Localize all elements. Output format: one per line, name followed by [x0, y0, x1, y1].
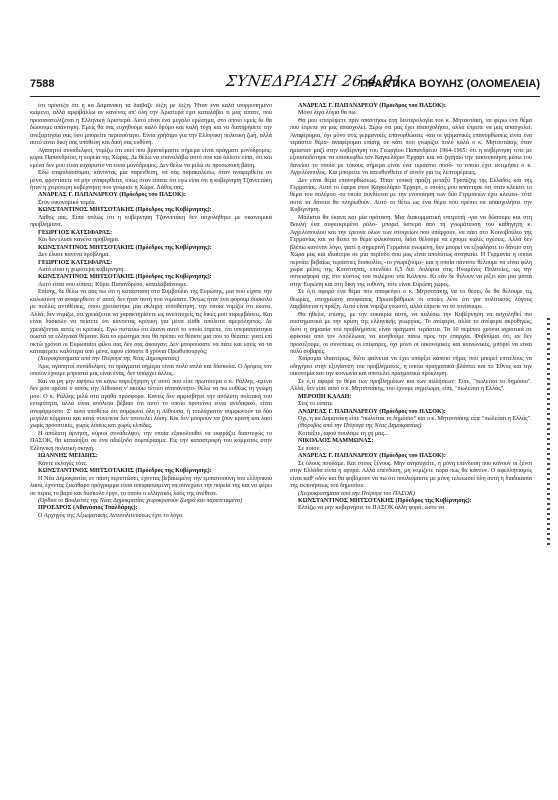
paragraph: Και δεν έλυσε κανένα πρόβλημα.	[38, 237, 120, 244]
speaker-name: ΑΝΔΡΕΑΣ Γ. ΠΑΠΑΝΔΡΕΟΥ (Πρόεδρος του ΠΑΣΟΚ):	[298, 103, 446, 109]
speaker-name: ΑΝΔΡΕΑΣ Γ. ΠΑΠΑΝΔΡΕΟΥ (Πρόεδρος του ΠΑΣΟΚ):	[298, 453, 446, 460]
speaker-name: ΓΕΩΡΓΙΟΣ ΚΑΤΣΙΦΑΡΑΣ:	[38, 229, 113, 236]
paragraph: Μόνο λίγα λόγια θα πω.	[298, 110, 358, 117]
margin-mark	[547, 318, 550, 548]
paragraph: Δεν είναι θέμα επανορθώσεως. Ήταν τυπική πράξη μεταξύ Τραπέζης της Ελλάδος και της Γερμανίας. Αυτό το έφερα στον Καγκελάριο Έρχαρτ, ο οποίος μου απάντησε ότι όταν κλείσει το θέμα του πολέμου -το οποίο συνδέεται με την ενοποίηση των δύο Γερμανιών έχει κλείσει- τότε αυτά τα δάνεια θα πληρωθούν. Αυτό το θέτω ως ένα θέμα που πρέπει να απασχολήσει την Κυβέρνηση.	[290, 177, 532, 214]
stage-direction: (Χειροκροτήματα από την Πτέρυγα της Νέας Δημοκρατίας)	[38, 356, 180, 363]
paragraph: Λάθος σας. Είπα απλώς ότι η κυβέρνηση Τζαννετάκη δεν ασχολήθηκε με οικονομικά προβλήματα.	[30, 214, 272, 229]
paragraph: Σεις το είπατε.	[298, 401, 334, 408]
paragraph: Σε ό,τι αφορά ένα θέμα που αποφεύγει ο κ. Μητσοτάκης να το θέσει, δε θα θέλουμε τις θεωρίες, υποχρέωση αποφάσεις Πρωτοβάθμιων οι οποίες λένε ότι για πολιτικούς λόγους λαμβάνεται η πράξη. Αυτό είναι νομίζω γνωστό, αλλά έπρεπε να το τονίσουμε.	[290, 289, 532, 311]
paragraph: Στον οικονομικό τομέα.	[38, 199, 97, 206]
speaker-name: ΓΕΩΡΓΙΟΣ ΚΑΤΣΙΦΑΡΑΣ:	[38, 259, 113, 266]
paragraph: Σε ποιον;	[298, 445, 321, 452]
paragraph: Σε όλους πουλάμε. Και στους ξένους. Μην ανησυχείτε, η μόνη επένδυση που κάνουν οι ξένοι στην Ελλάδα είναι η αγορά. Αλλά επένδυση, μη νομίζετε τώρα πως θα κάνουν. Ο αφελληνισμός είναι καθ' οδόν και θα φοβόμουν να πω ότι πουλιόμαστε με μόνη τελειωσεί όλη αυτή η διαδικασία της εκποιήσεως του δημοσίου.	[290, 460, 532, 490]
paragraph: Αυτό είναι η χειρότερη κυβέρνηση.	[38, 266, 125, 273]
page-number: 7588	[30, 78, 55, 90]
speaker-name: ΚΩΝΣΤΑΝΤΙΝΟΣ ΜΗΤΣΟΤΑΚΗΣ (Πρόεδρος της Κυβέρνησης):	[38, 244, 212, 251]
speaker-name: ΙΩΑΝΝΗΣ ΜΕΙΔΙΗΣ:	[38, 453, 98, 460]
left-column	[30, 103, 272, 793]
paragraph: Σε ό,τι αφορά το θέμα των προβλημάτων και των πωλήσεων: Είπε, "πωλείται το δημόσιο". Αλλά, δεν είπε αυτό ο κ. Μητσοτάκης, του έχουμε σημείωμα, είπε, "πωλείται η Ελλάς".	[290, 378, 532, 393]
speaker-name: ΑΝΔΡΕΑΣ Γ. ΠΑΠΑΝΔΡΕΟΥ (Πρόεδρος του ΠΑΣΟΚ):	[298, 408, 446, 415]
speaker-name: ΚΩΝΣΤΑΝΤΙΝΟΣ ΜΗΤΣΟΤΑΚΗΣ (Πρόεδρος της Κυβέρνησης):	[38, 468, 212, 475]
paragraph: Ο Αρχηγός της Αξιωματικής Αντιπολιτεύσεως έχει το λόγο.	[38, 512, 184, 519]
speaker-name: ΚΩΝΣΤΑΝΤΙΝΟΣ ΜΗΤΣΟΤΑΚΗΣ (Πρόεδρος της Κυβέρνησης):	[38, 274, 212, 281]
session-date-stamp: ΣΥΝΕΔΡΙΑΣΗ 26.4.91	[224, 72, 405, 90]
paragraph: Και να μη μην αφήσω να κάνω παρεξήγηση γι' αυτό που είπε πρωτύτερα ο κ. Ράλλης -εμένα δεν μου αρέσει ο αυτός την Αίθουσα ν' ακούω τέτοιο αναπάντητο- θέλω να πω ευθέως τη γνώμη μου: Ο κ. Ράλλης μιλά στα αγαθά πρόσφορα. Κανείς δεν αμφισβητεί την απόλυτη πολιτική του εντιμότητα, αλλά είναι απόλυτα βέβαιο ότι αυτό το οποίο προτείνει είναι ανεδαφικό, είναι ανεφάρμοστο. Σ' αυτό υποθέτω ότι συμφωνεί όλη η Αίθουσα, ή τουλάχιστον συμφωνούν τα δύο μεγάλα κόμματα και κατά συνέπεια δεν αποτελεί λύση. Και δεν μπορούν να ζουν κρατή και λαοί χωρίς προοπτικές, χωρίς λύσεις και χωρίς ελπίδες.	[30, 378, 272, 430]
stage-direction: (Όρθιοι οι Βουλευτές της Νέας Δημοκρατίας χειροκροτούν ζωηρά και παρατεταμένα)	[38, 498, 243, 505]
paragraph: Όχι, η κα Δαμανάκη είπε "πωλείται το δημόσιο" και ο κ. Μητσοτάκης είπε "πωλείται η Ελλάς".	[298, 416, 532, 423]
right-column	[290, 103, 532, 793]
stage-direction: (Χειροκροτήματα από την Πτέρυγα του ΠΑΣΟΚ)	[298, 490, 415, 497]
speaker-name: ΑΝΔΡΕΑΣ Γ. ΠΑΠΑΝΔΡΕΟΥ (Πρόεδρος του ΠΑΣΟΚ):	[38, 192, 186, 199]
speaker-name: ΚΩΝΣΤΑΝΤΙΝΟΣ ΜΗΤΣΟΤΑΚΗΣ (Πρόεδρος της Κυβέρνησης):	[298, 498, 472, 505]
stage-direction: (Θόρυβος από την Πτέρυγα της Νέας Δημοκρατίας)	[298, 423, 422, 430]
paragraph: Άρα, αγαπητοί συνάδελφοι, τα πράγματα σήμερα είναι πολύ απλά και δύσκολα. Ο δρόμος τον οποίον έχουμε μπροστά μας είναι ένας, δεν υπάρχει άλλος.	[30, 363, 272, 378]
paragraph: Κοιτάξτε, αφού πουλάμε τη γη μας...	[298, 430, 389, 437]
page-header	[30, 72, 540, 96]
speaker-name: ΜΕΡΟΠΗ ΚΑΛΔΗ:	[298, 393, 352, 400]
paragraph: Η Νέα Δημοκρατία, εν πάση περιπτώσει, έχοντας βεβαιωμένη την εμπιστοσύνη του ελληνικού λαού, έχοντας ξεκάθαρο πρόγραμμα είναι αποφασισμένη να συνεχίσει την πορεία της και να φέρει σε πέρας το βαρύ και δύσκολο έργο, το οποίο ο ελληνικός λαός της ανέθεσε.	[30, 475, 272, 497]
speaker-name: ΝΙΚΟΛΑΟΣ ΜΑΜΜΩΝΑΣ:	[298, 438, 374, 445]
paragraph: Αυτό είναι που είπατε; Κύριε Παπανδρέου, καταλαβαίνουμε.	[38, 281, 188, 288]
paragraph: Εδώ επιφυλάσσομαι, κάνοντας μια παρένθεση, να σας παρακαλέσω, όταν αναφερθείτε σε μένα, φροντίσετε να μην αναφερθείτε, όπως όταν είπατε ότι εγώ είπα ότι η κυβέρνηση Τζαννετάκη ήταν η χειρότερη κυβέρνηση που γνώρισε η Χώρα. Λάθος σας.	[30, 170, 272, 191]
speaker-name: ΚΩΝΣΤΑΝΤΙΝΟΣ ΜΗΤΣΟΤΑΚΗΣ (Πρόεδρος της Κυβέρνησης):	[38, 207, 212, 214]
paragraph: Επίσης, δε θέλω να σας πω ότι η κατάσταση στο Συμβούλιο της Ευρώπης, μια που είχατε την καλωσύνη να αναφερθείτε σ' αυτό, δεν ήταν αυτή που νομίσατε. Όντως ήταν ένα φόρουμ δύσκολο με πολλές αντιθέσεις, όπου χρειάστηκε μία σκληρή τοποθέτηση, την οποία νομίζω ότι έκανα. Αλλά, δεν νομίζω, ότι χρειάζεται να χαρακτηρίσετε ως ανεπιτυχείς τις δικές μου παρεμβάσεις. Και είναι δύσκολο να πείσετε ότι κάνοντας κριτική για μένα είσθε απόλυτα αμερόληπτος. Δε χρειάζονται αυτές οι κριτικές. Εγώ πιστεύω ότι έκανα αυτό το οποίο έπρεπε, ότι υπερασπίστηκα σωστά τα ελληνικά θέματα. Και το ερώτημα που θα πρέπει να θέσετε μια που το θέσατε: γιατί επί οκτώ χρόνια οι Ευρωπαίοι φίλοι σας δεν σας άκουγαν; Δεν μπορούσατε να πάτε και εσείς να τα καταφέρετε καλύτερα από μένα, αφού είσαστε 8 χρόνια Πρωθυπουργός;	[30, 289, 272, 355]
paragraph: Δεν έλυσε κανένα πρόβλημα.	[38, 252, 110, 259]
paragraph: Κάντε εκλογές τότε.	[38, 460, 88, 467]
paragraph: Ελπίζω να μην κυβερνήσει το ΠΑΣΟΚ άλλη φορά, ώστε να	[298, 505, 445, 512]
paragraph: Η απόλυτη άρνηση, κύριοι συνάδελφοι, την οποία εξακολουθεί να εκφράζει διαστυχώς το ΠΑΣΟΚ, θα καταλήξει σε ένα αδιέξοδο συμπέρασμα. Εις την καταστροφή του κόμματος στην Ελληνική πολιτική σκηνή.	[30, 430, 272, 452]
header-rule	[30, 96, 540, 97]
paragraph: ότι πρόσεξα ότι η κα Δαμανάκη τα διάβαζε λέξη με λέξη. Ήταν ένα καλά ισορροπημένο κείμενο, αλλά αμφιβάλλω αν κανένας απ' όλη την Αριστερά έχει καταλάβει τι μας είπατε, πού προσανατολίζεται η Ελληνική Αριστερά. Αυτό είναι ένα μεγάλο ερώτημα, στο οποίο εμείς δε θα δώσουμε απάντηση. Εμείς θα σας ευχηθούμε καλό δρόμο και καλή τύχη και να διατηρήσετε την ανεξαρτησία σας όσο μπορείτε περισσότερο. Είναι χρήσιμο για την Ελληνική πολιτική ζωή, αλλά αυτό είναι δική σας υπόθεση και δική σας ευθύνη.	[30, 103, 272, 147]
header-title: ΠΡΑΚΤΙΚΑ ΒΟΥΛΗΣ (ΟΛΟΜΕΛΕΙΑ)	[360, 78, 540, 90]
paragraph: Αγαπητοί συνάδελφοι, νομίζω ότι εκεί που βρισκόμαστε σήμερα είναι πράγματι μονόδρομος: κύριε Παπανδρέου, η πορεία της Χώρας. Δε θέλω να επαναλάβω αυτό που και άλλοτε είπα, ότι και εμένα δεν μου είναι ευχάριστο να είναι μονόδρομος. Δεν θέλω να μιλώ σε προσωπική βάση.	[30, 147, 272, 169]
paragraph: Θα ήθελα, επίσης, με την ευκαιρία αυτή, να καλέσω την Κυβέρνηση να ασχοληθεί πιο συστηματικά με την κρίση της ελληνικής γεωργίας. Το ανέφερα, αλλά το ανέφερα ακροθιγώς, διότι η σημασία του προβλήματος είναι πράγματι τεράστια. Τα 10 περίπου χρόνια αγροτικά σε φρίκτικε από τον Απόλλωνα, να κινηθούμε πάνω προς την επαρχία. Φοβούμαι ότι, αν δεν προσέξουμε, οι συνέπειες οι επίκαιρες, όχι μόνο οι οικονομικές και κοινωνικές, μπορεί να είναι πολύ σοβαρές.	[290, 311, 532, 355]
speaker-name: ΠΡΟΕΔΡΟΣ (Αθανάσιος Τσαλδάρης):	[38, 505, 138, 512]
paragraph: Χαίρομαι ιδιαιτέρως, διότι φαίνεται να έχει υπάρξει κάποιο νήμα, που μπορεί επιτέλους να οδηγήσει στην εξυγίανση του προβλήματος, η οποία πραγματικά βλάπτει και το Έθνος και την οικονομία και την κοινωνία και αποτελεί πραγματικά πρόκληση.	[290, 356, 532, 378]
paragraph: Θα μου επιτρέψετε πριν απαντήσω στη δευτερολογία του κ. Μητσοτάκη, να φέρω ένα θέμα που έπρεπε να μας απασχολεί. Ξέρω ότι μας έχει απασχολήσει, αλλά έπρεπε να μας απασχολεί. Αναφέρομαι, όχι μόνο στις γερμανικές επανορθώσεις -και οι γερμανικές επανορθώσεις είναι ένα τεράστιο θέμα- αναφέρομαι επίσης σε κάτι που γνωρίζει πολύ καλά ο κ. Μητσοτάκης όταν ήμασταν μαζί στην κυβέρνηση του Γεωργίου Παπανδρέου 1964-1965: ότι η κυβέρνηση τότε με εξουσιοδότησε να επισκεφθώ τον Καγκελάριο Έρχαρτ και να ζητήσω την τακτοποίηση μέσω του δανείου το οποίο με τόκους σήμερα είναι ένα τεράστιο ποσό- το οποίο έχει εκτιμήσει ο κ. Αγγελόπουλος. Και μπορείτε να απευθυνθείτε σ' αυτόν για τις λεπτομέρειες.	[290, 117, 532, 177]
paragraph: Μάλιστα θα έκανα και μία πρόταση. Μια διακομματική επιτροπή -για να δώσουμε και στη Βουλή ένα συγκεκριμένο ρόλο- μπορεί ύστερα από τη γνωμάτευση του καθηγητή κ. Αγγελόπουλου και την έρευνα όλων των στοιχείων που υπάρχουν, να πάει στο Κοινοβούλιο της Γερμανίας και να θέσει το θέμα φιλικότατα, διότι θέλουμε να έχουμε καλές σχέσεις. Αλλά δεν βλέπω κανέναν λόγο, γιατί η σημερινή Γερμανία ενωμένη, δεν μπορεί να εξοφλήσει το δάνειο στη Χώρα μας και ιδιαίτερα σε μία περίοδο που μας είναι απολύτως αναγκαίο. Η Γερμανία η οποία περνάει βεβαίως τεράστιες δυσκολίες -το γνωρίζουμε- και η οποία πάντοτε θέλουμε να είναι φίλη χώρα μέλος της Κοινότητας, επενδύει 6,5 δισ. δολάρια στις Ηνωμένες Πολιτείες, ως την συνεισφορά της στο κόστος του πολέμου του Κόλπου. Κι εάν δε θέλουν να ρίξει και μια ματιά στην Ευρώπη και στη δική της ευθύνη, τότε είναι Ευρώπη χώρες.	[290, 214, 532, 288]
